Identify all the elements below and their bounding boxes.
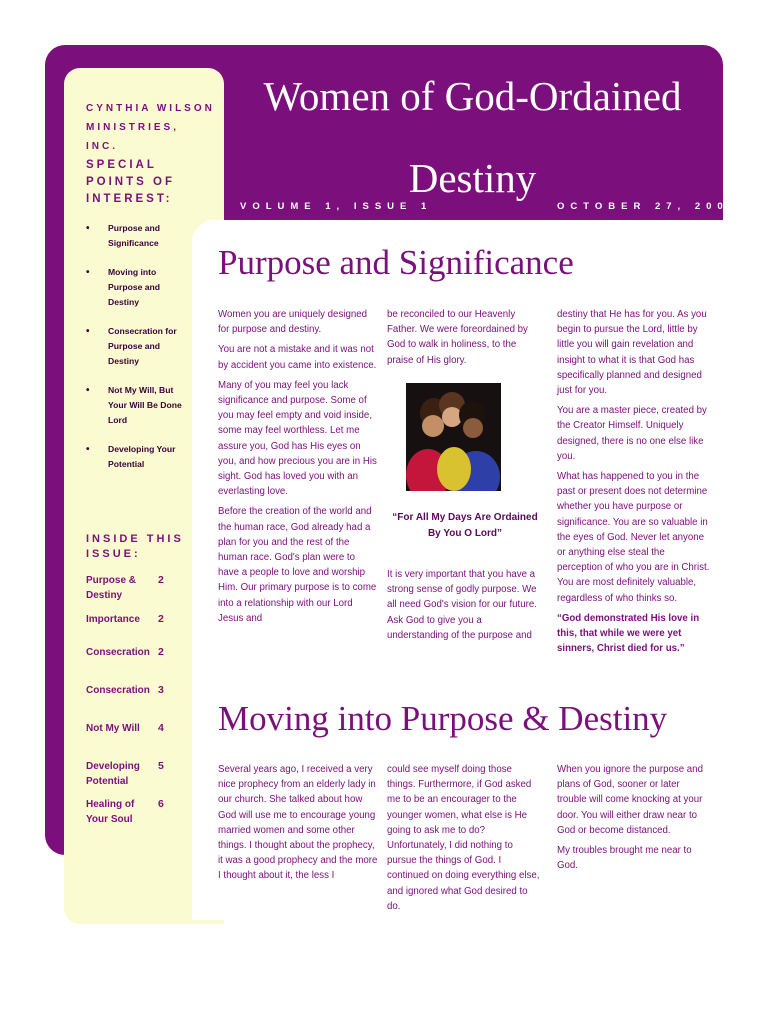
- article2-column-3: [557, 762, 711, 878]
- toc-label: Developing Potential: [86, 761, 140, 787]
- org-line-1: CYNTHIA WILSON: [86, 103, 215, 114]
- toc-page: 3: [158, 684, 164, 696]
- toc-label: Consecration: [86, 685, 150, 696]
- toc-label: Consecration: [86, 647, 150, 658]
- paragraph: Many of you may feel you lack significance and purpose. Some of you may feel empty and void inside, some may feel worthless. Let me assure you, God has His eyes on you, and how precious you are in His sight. God has loved you with an everlasting love.: [218, 379, 377, 498]
- list-item: • Consecration for Purpose and Destiny: [84, 324, 184, 369]
- paragraph: You are not a mistake and it was not by accident you came into existence.: [218, 344, 377, 371]
- paragraph: It is very important that you have a strong sense of godly purpose. We all need God's vision for our future. Ask God to give you a understanding of the purpose and: [387, 569, 537, 641]
- toc-page: 4: [158, 722, 164, 734]
- inside-issue-heading: INSIDE THIS ISSUE:: [86, 533, 184, 560]
- paragraph: destiny that He has for you. As you begin to pursue the Lord, little by little you will gain revelation and insight to what it is that God has specifically planned and designed just for you.: [557, 309, 707, 397]
- toc-page: 2: [158, 646, 164, 658]
- organization-name: [86, 99, 216, 156]
- paragraph: be reconciled to our Heavenly Father. We were foreordained by God to walk in holiness, to the praise of His glory.: [387, 309, 528, 366]
- paragraph: My troubles brought me near to God.: [557, 845, 692, 872]
- paragraph: What has happened to you in the past or present does not determine whether you have purpose or significance. You are so valuable in the eyes of God. Never let anyone or anything else steal the perception of who you are in Christ. You are most definitely valuable, regardless of who thinks so.: [557, 471, 710, 604]
- newsletter-title: Women of God-Ordained Destiny: [263, 73, 682, 201]
- women-photo: [406, 383, 501, 491]
- list-item: • Not My Will, But Your Will Be Done Lord: [84, 383, 184, 428]
- org-line-2: MINISTRIES, INC.: [86, 122, 180, 152]
- volume-issue: VOLUME 1, ISSUE 1: [240, 201, 433, 212]
- issue-date: OCTOBER 27, 2007: [557, 201, 740, 212]
- paragraph: could see myself doing those things. Furthermore, if God asked me to be an encourager to the younger women, what else is He going to ask me to do? Unfortunately, I did nothing to pursue the things of God. I continued on doing everything else, and ignored what God desired to do.: [387, 764, 540, 912]
- article-column-2-bottom: [387, 567, 542, 648]
- toc-page: 5: [158, 760, 164, 772]
- list-item: • Moving into Purpose and Destiny: [84, 265, 184, 310]
- paragraph: You are a master piece, created by the Creator Himself. Uniquely designed, there is no one else like you.: [557, 405, 707, 462]
- paragraph: Several years ago, I received a very nice prophecy from an elderly lady in our church. She talked about how God will use me to encourage young married women and some other things. I thought about the prophecy, it was a good prophecy and the more I thought about it, the less I: [218, 764, 378, 882]
- article2-column-1: [218, 762, 378, 889]
- toc-page: 6: [158, 798, 164, 810]
- special-points-list: [84, 221, 184, 486]
- list-item: • Developing Your Potential: [84, 442, 184, 472]
- paragraph: Women you are uniquely designed for purpose and destiny.: [218, 309, 367, 336]
- toc-label: Purpose & Destiny: [86, 575, 137, 601]
- photo-caption: “For All My Days Are Ordained By You O Lord”: [392, 512, 538, 539]
- toc-label: Importance: [86, 614, 140, 625]
- article-column-3: [557, 307, 711, 661]
- special-points-heading: SPECIAL POINTS OF INTEREST:: [86, 159, 175, 205]
- scripture-quote: “God demonstrated His love in this, that while we were yet sinners, Christ died for us.”: [557, 612, 700, 655]
- toc-label: Healing of Your Soul: [86, 799, 135, 825]
- toc-label: Not My Will: [86, 723, 140, 734]
- article-heading: Moving into Purpose & Destiny: [218, 699, 668, 738]
- paragraph: When you ignore the purpose and plans of God, sooner or later trouble will come knocking at your door. You will either draw near to God or become distanced.: [557, 764, 703, 836]
- toc-page: 2: [158, 574, 164, 586]
- article-heading: Purpose and Significance: [218, 243, 574, 282]
- toc-page: 2: [158, 613, 164, 625]
- list-item: • Purpose and Significance: [84, 221, 184, 251]
- article2-column-2: [387, 762, 542, 919]
- article-column-2-top: [387, 307, 542, 373]
- photo-graphic: [406, 383, 501, 491]
- paragraph: Before the creation of the world and the human race, God already had a plan for you and the rest of the human race. God's plan were to have a people to love and worship Him. Our primary purpose is to come into a relationship with our Lord Jesus and: [218, 506, 377, 624]
- article-column-1: [218, 307, 378, 631]
